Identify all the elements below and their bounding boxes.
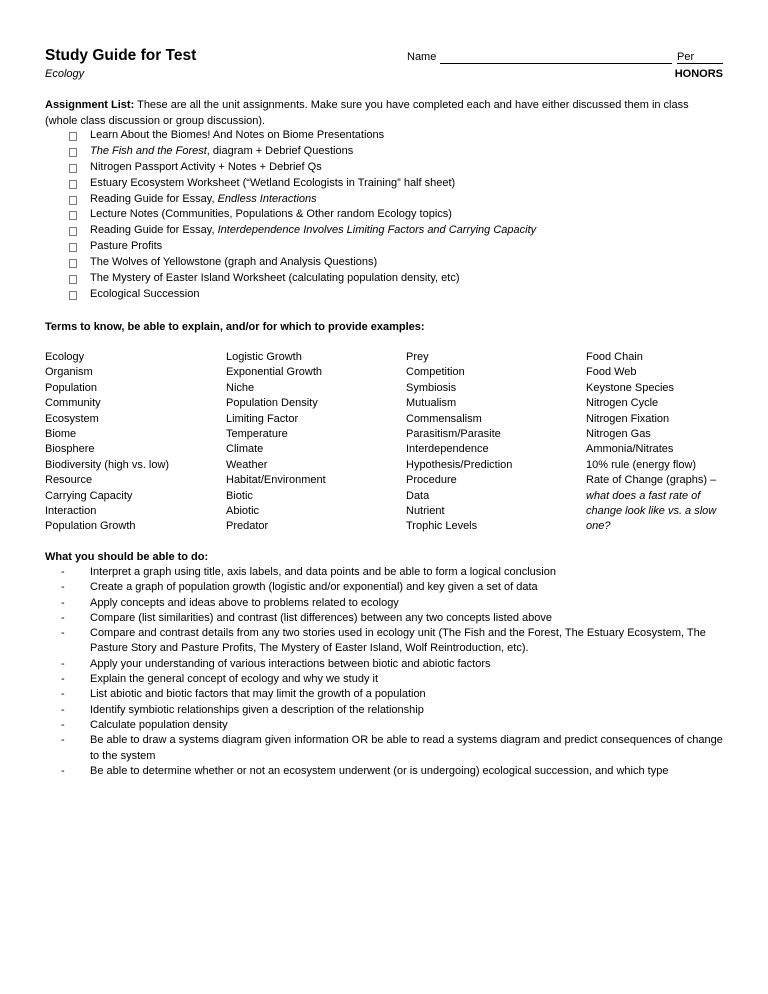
assignment-text: Ecological Succession <box>90 287 200 300</box>
term-item: Nitrogen Cycle <box>586 397 659 410</box>
skill-item <box>45 580 723 595</box>
term-item: Population <box>45 381 97 394</box>
assignment-item <box>45 160 536 176</box>
skill-item <box>45 718 723 733</box>
term-item: Parasitism/Parasite <box>406 428 501 441</box>
assignment-intro <box>45 98 723 130</box>
skill-item <box>45 626 723 657</box>
term-item: Community <box>45 397 101 410</box>
assignment-item <box>45 144 536 160</box>
skill-text: Interpret a graph using title, axis labels, and data points and be able to form a logical conclusion <box>90 566 556 578</box>
term-item: Niche <box>226 381 255 394</box>
skills-heading: What you should be able to do: <box>45 551 209 563</box>
skill-text: Be able to draw a systems diagram given information OR be able to read a systems diagram and predict consequences of change to the system <box>90 734 723 762</box>
term-item: Population Growth <box>45 520 136 533</box>
term-item: Logistic Growth <box>226 351 302 363</box>
term-item: Interdependence <box>406 443 489 456</box>
assignment-item <box>45 192 536 208</box>
skill-item <box>45 611 723 626</box>
term-item: Carrying Capacity <box>45 489 133 502</box>
subject-label: Ecology <box>45 68 85 80</box>
checkbox-icon[interactable] <box>69 243 77 252</box>
term-item: Abiotic <box>226 505 260 518</box>
assignment-item <box>45 128 536 144</box>
assignment-item <box>45 223 536 239</box>
assignment-item <box>45 239 536 255</box>
assignment-text: Pasture Profits <box>90 240 163 253</box>
skill-text: List abiotic and biotic factors that may limit the growth of a population <box>90 688 426 701</box>
term-item: 10% rule (energy flow) <box>586 458 697 471</box>
dash-bullet: - <box>61 566 65 578</box>
assignment-intro-text: These are all the unit assignments. Make sure you have completed each and have either discussed them in class (whole class discussion or group discussion). <box>45 99 689 127</box>
header <box>45 47 723 85</box>
assignment-item <box>45 207 536 223</box>
assignment-item <box>45 255 536 271</box>
assignment-item <box>45 271 536 287</box>
dash-bullet: - <box>61 596 65 609</box>
skill-text: Compare (list similarities) and contrast (list differences) between any two concepts listed above <box>90 611 552 624</box>
assignment-item <box>45 287 536 303</box>
checkbox-icon[interactable] <box>69 211 77 220</box>
assignment-text: The Mystery of Easter Island Worksheet (calculating population density, etc) <box>90 272 460 285</box>
term-item: Predator <box>226 520 269 533</box>
period-label: Per <box>677 51 695 63</box>
terms-column-2 <box>226 350 326 535</box>
terms-column-1 <box>45 350 169 535</box>
name-blank-line <box>440 63 672 64</box>
term-item: Biosphere <box>45 443 95 456</box>
assignment-list <box>45 128 536 303</box>
term-item: Hypothesis/Prediction <box>406 458 513 471</box>
skill-item <box>45 733 723 764</box>
term-item: Organism <box>45 366 93 379</box>
assignment-item <box>45 176 536 192</box>
dash-bullet: - <box>61 688 65 701</box>
terms-column-4 <box>586 350 726 535</box>
dash-bullet: - <box>61 611 65 624</box>
term-item: Biodiversity (high vs. low) <box>45 458 170 471</box>
term-item: Population Density <box>226 397 318 410</box>
assignment-text: Endless Interactions <box>217 192 317 205</box>
dash-bullet: - <box>61 581 65 594</box>
level-label: HONORS <box>674 68 723 80</box>
checkbox-icon[interactable] <box>69 196 77 205</box>
skill-text: Explain the general concept of ecology and why we study it <box>90 673 379 686</box>
page-title: Study Guide for Test <box>45 47 197 64</box>
assignment-text: The Wolves of Yellowstone (graph and Analysis Questions) <box>90 256 378 269</box>
skill-item <box>45 565 723 580</box>
term-item: Biome <box>45 428 77 441</box>
checkbox-icon[interactable] <box>69 227 77 236</box>
term-item: Limiting Factor <box>226 412 299 425</box>
term-item: Prey <box>406 351 429 363</box>
assignment-text: Estuary Ecosystem Worksheet (“Wetland Ecologists in Training” half sheet) <box>90 176 456 189</box>
term-item: Exponential Growth <box>226 366 322 379</box>
term-item: Data <box>406 489 430 502</box>
term-item: Temperature <box>226 428 288 441</box>
term-item: Nutrient <box>406 505 445 518</box>
term-item: Food Web <box>586 366 637 379</box>
dash-bullet: - <box>61 673 65 686</box>
skill-item <box>45 764 723 779</box>
term-item-note: what does a fast rate of change look like vs. a slow one? <box>586 489 717 533</box>
dash-bullet: - <box>61 764 65 777</box>
term-item: Ecosystem <box>45 412 99 425</box>
skill-item <box>45 687 723 702</box>
assignment-heading: Assignment List: <box>45 99 135 111</box>
assignment-text: Reading Guide for Essay, <box>90 192 218 205</box>
term-item: Competition <box>406 366 465 379</box>
skills-list <box>45 565 723 779</box>
skill-text: Identify symbiotic relationships given a description of the relationship <box>90 703 424 716</box>
term-item: Rate of Change (graphs) – <box>586 474 717 487</box>
term-item: Ammonia/Nitrates <box>586 443 674 456</box>
dash-bullet: - <box>61 657 65 670</box>
term-item: Keystone Species <box>586 381 675 394</box>
term-item: Nitrogen Fixation <box>586 412 670 425</box>
term-item: Trophic Levels <box>406 520 478 533</box>
dash-bullet: - <box>61 718 65 731</box>
skill-text: Compare and contrast details from any two stories used in ecology unit (The Fish and the Forest, The Estuary Ecosystem, The Pasture Story and Pasture Profits, The Mystery of Easter Island, Wolf Reintroduction, etc). <box>90 627 706 655</box>
term-item: Biotic <box>226 489 253 502</box>
dash-bullet: - <box>61 703 65 716</box>
term-item: Ecology <box>45 351 85 363</box>
term-item: Resource <box>45 474 93 487</box>
skill-text: Calculate population density <box>90 718 228 731</box>
checkbox-icon[interactable] <box>69 132 77 141</box>
checkbox-icon[interactable] <box>69 180 77 189</box>
skill-item <box>45 672 723 687</box>
dash-bullet: - <box>61 627 65 640</box>
checkbox-icon[interactable] <box>69 259 77 268</box>
dash-bullet: - <box>61 734 65 747</box>
skill-item <box>45 596 723 611</box>
skill-text: Be able to determine whether or not an ecosystem underwent (or is undergoing) ecological succession, and which type <box>90 764 669 777</box>
skill-item <box>45 657 723 672</box>
assignment-text: , diagram + Debrief Questions <box>206 144 354 157</box>
terms-heading: Terms to know, be able to explain, and/or for which to provide examples: <box>45 321 425 333</box>
term-item: Weather <box>226 458 268 471</box>
term-item: Food Chain <box>586 351 643 363</box>
skill-text: Create a graph of population growth (logistic and/or exponential) and key given a set of data <box>90 581 538 594</box>
terms-column-3 <box>406 350 512 535</box>
assignment-text: Learn About the Biomes! And Notes on Biome Presentations <box>90 129 385 141</box>
skill-text: Apply your understanding of various interactions between biotic and abiotic factors <box>90 657 491 670</box>
term-item: Climate <box>226 443 264 456</box>
term-item: Habitat/Environment <box>226 474 326 487</box>
checkbox-icon[interactable] <box>69 291 77 300</box>
name-label: Name <box>407 51 437 63</box>
term-item: Commensalism <box>406 412 482 425</box>
checkbox-icon[interactable] <box>69 164 77 173</box>
term-item: Mutualism <box>406 397 457 410</box>
term-item: Interaction <box>45 505 97 518</box>
skill-text: Apply concepts and ideas above to problems related to ecology <box>90 596 399 609</box>
term-item: Symbiosis <box>406 381 457 394</box>
assignment-text: The Fish and the Forest <box>90 144 207 157</box>
assignment-text: Interdependence Involves Limiting Factors and Carrying Capacity <box>217 224 537 237</box>
assignment-text: Nitrogen Passport Activity + Notes + Debrief Qs <box>90 160 322 173</box>
skill-item <box>45 703 723 718</box>
assignment-text: Reading Guide for Essay, <box>90 224 218 237</box>
checkbox-icon[interactable] <box>69 148 77 157</box>
term-item: Procedure <box>406 474 457 487</box>
checkbox-icon[interactable] <box>69 275 77 284</box>
study-guide-page <box>45 47 723 777</box>
term-item: Nitrogen Gas <box>586 428 651 441</box>
assignment-text: Lecture Notes (Communities, Populations & Other random Ecology topics) <box>90 208 452 221</box>
period-blank-line <box>677 63 723 64</box>
